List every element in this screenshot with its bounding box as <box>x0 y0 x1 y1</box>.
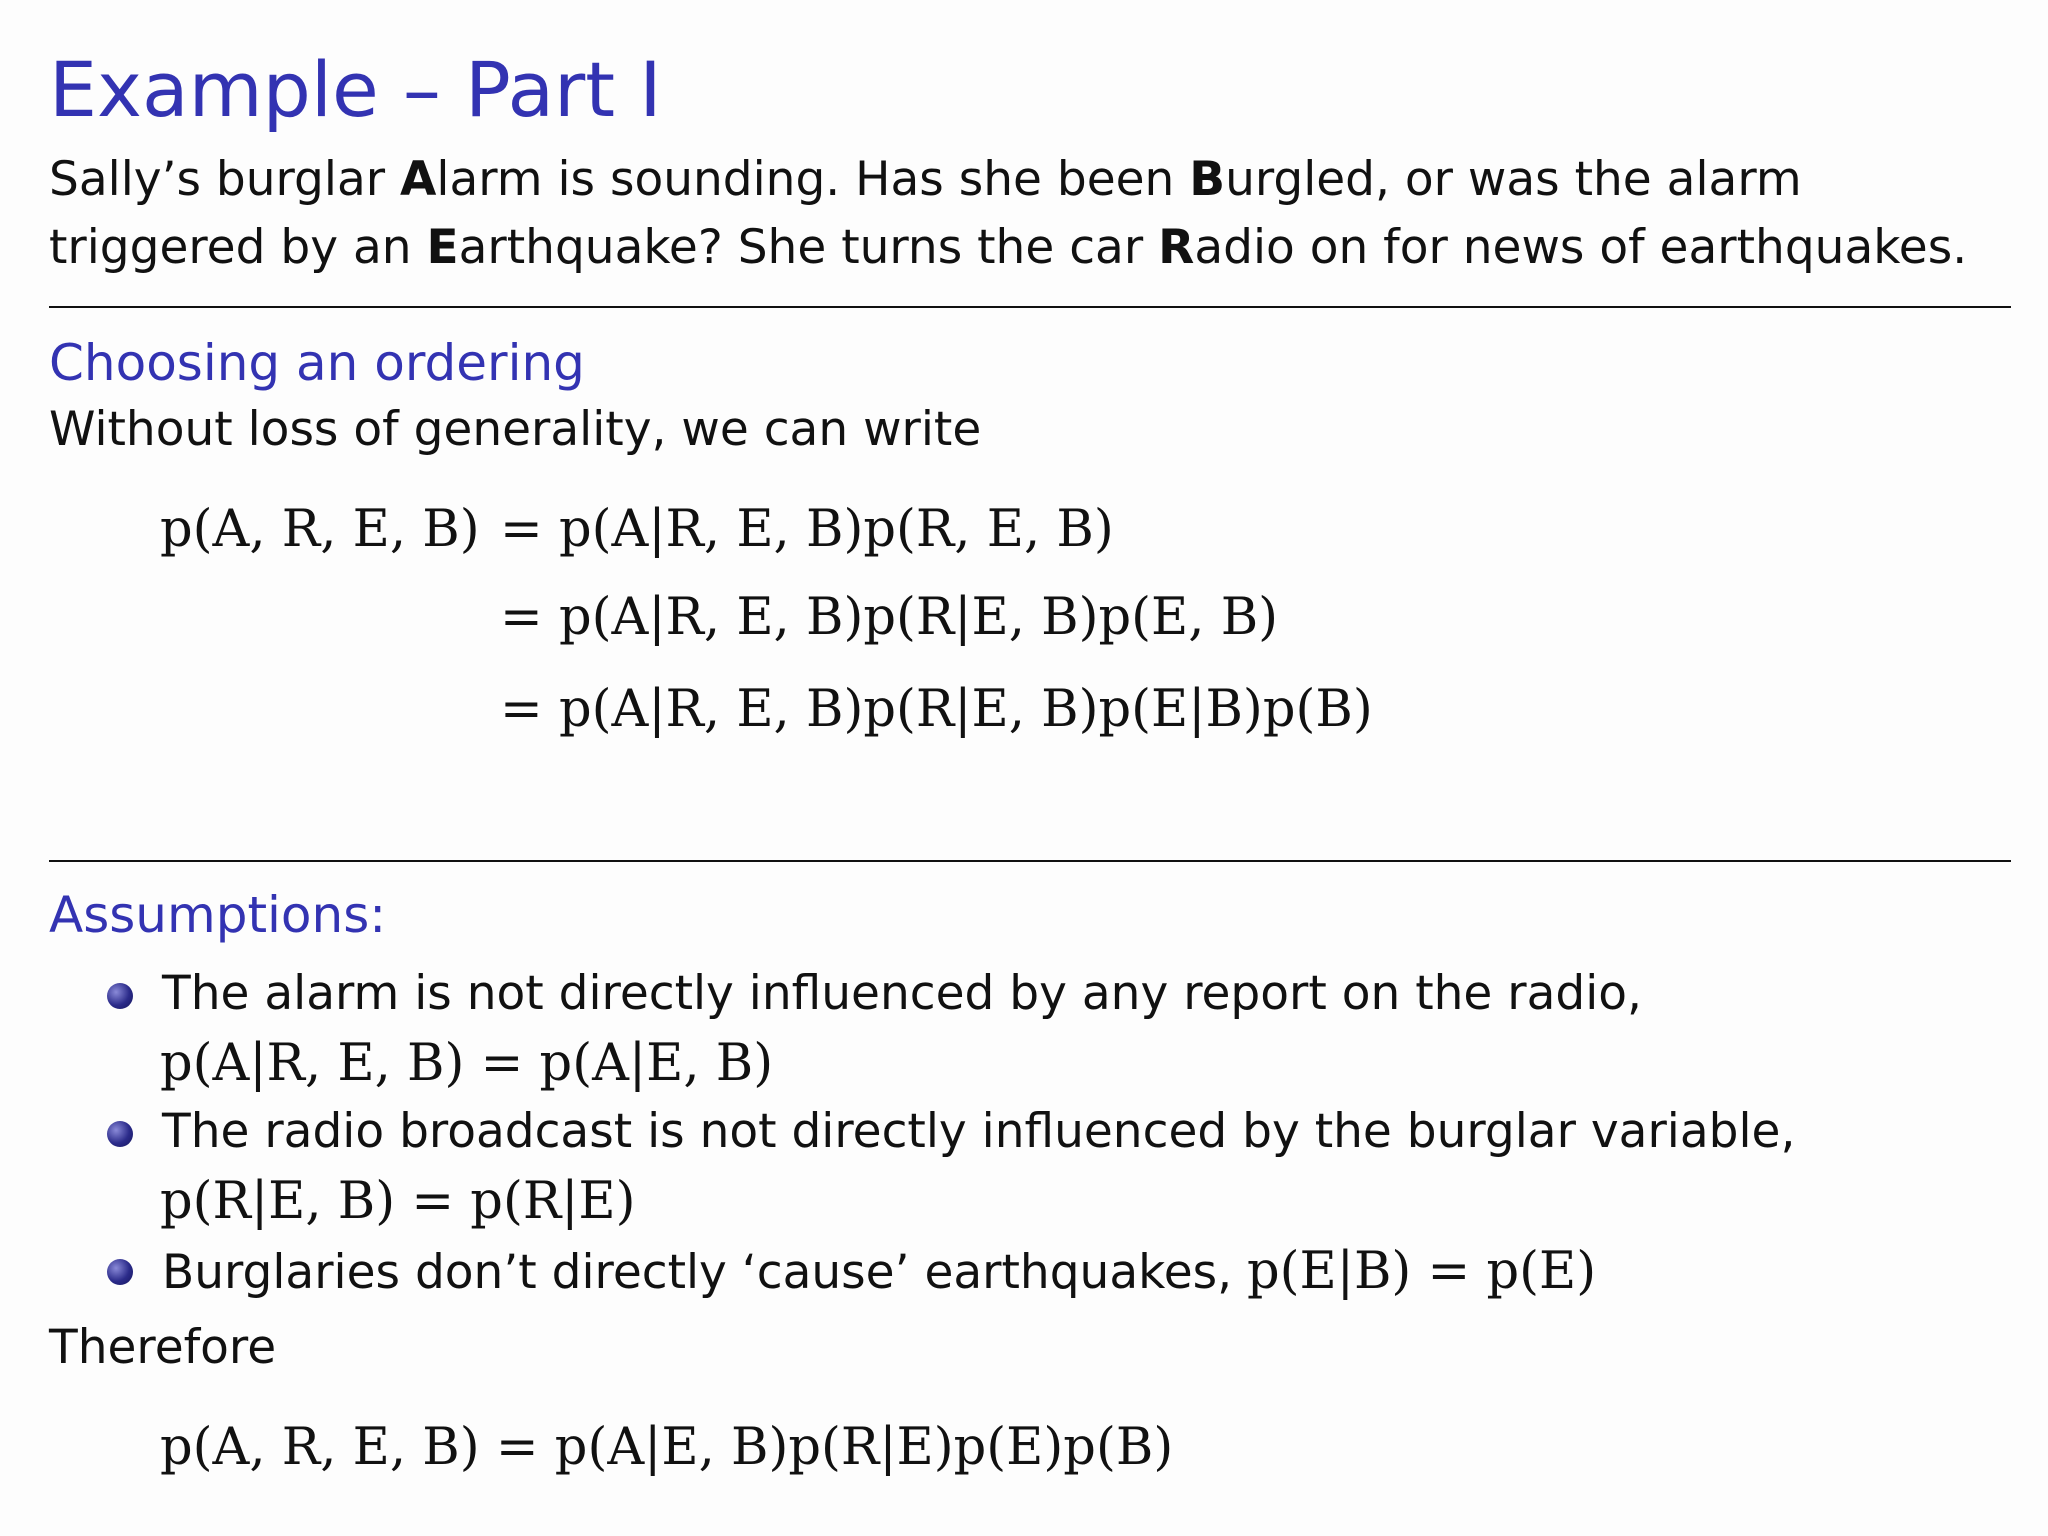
intro-text-4: arthquake? She turns the car <box>458 220 1159 275</box>
alarm-letter: A <box>400 152 437 207</box>
assumption-1-formula: p(A|R, E, B) = p(A|E, B) <box>160 1034 774 1093</box>
intro-paragraph <box>49 146 2009 282</box>
conclusion-formula: p(A, R, E, B) = p(A|E, B)p(R|E)p(E)p(B) <box>160 1418 1174 1477</box>
burgled-letter: B <box>1189 152 1226 207</box>
equation-3-rhs: = p(A|R, E, B)p(R|E, B)p(E|B)p(B) <box>500 680 1373 739</box>
divider-bottom <box>49 860 2011 862</box>
bullet-icon <box>107 983 133 1009</box>
bullet-icon <box>107 1259 133 1285</box>
ordering-heading: Choosing an ordering <box>49 334 585 392</box>
equation-2-rhs: = p(A|R, E, B)p(R|E, B)p(E, B) <box>500 588 1279 647</box>
assumption-3-text: Burglaries don’t directly ‘cause’ earthquakes, <box>162 1245 1247 1300</box>
equation-1-rhs: = p(A|R, E, B)p(R, E, B) <box>500 500 1114 559</box>
bullet-icon <box>107 1121 133 1147</box>
intro-text-2: larm is sounding. Has she been <box>436 152 1190 207</box>
therefore-label: Therefore <box>49 1320 277 1375</box>
intro-text-1: Sally’s burglar <box>49 152 401 207</box>
assumption-3-line <box>162 1242 1597 1301</box>
divider-top <box>49 306 2011 308</box>
assumptions-heading: Assumptions: <box>49 886 387 944</box>
earthquake-letter: E <box>426 220 459 275</box>
equation-1-lhs: p(A, R, E, B) <box>160 500 480 559</box>
assumption-3-formula: p(E|B) = p(E) <box>1246 1242 1597 1301</box>
intro-text-3: urgled, or was the alarm triggered by an <box>49 152 1802 275</box>
assumption-2-formula: p(R|E, B) = p(R|E) <box>160 1172 636 1231</box>
ordering-text: Without loss of generality, we can write <box>49 402 982 457</box>
assumption-1-text: The alarm is not directly influenced by any report on the radio, <box>162 966 1642 1021</box>
radio-letter: R <box>1158 220 1195 275</box>
assumption-2-text: The radio broadcast is not directly influenced by the burglar variable, <box>162 1104 1796 1159</box>
slide-title: Example – Part I <box>49 45 662 134</box>
intro-text-5: adio on for news of earthquakes. <box>1194 220 1968 275</box>
